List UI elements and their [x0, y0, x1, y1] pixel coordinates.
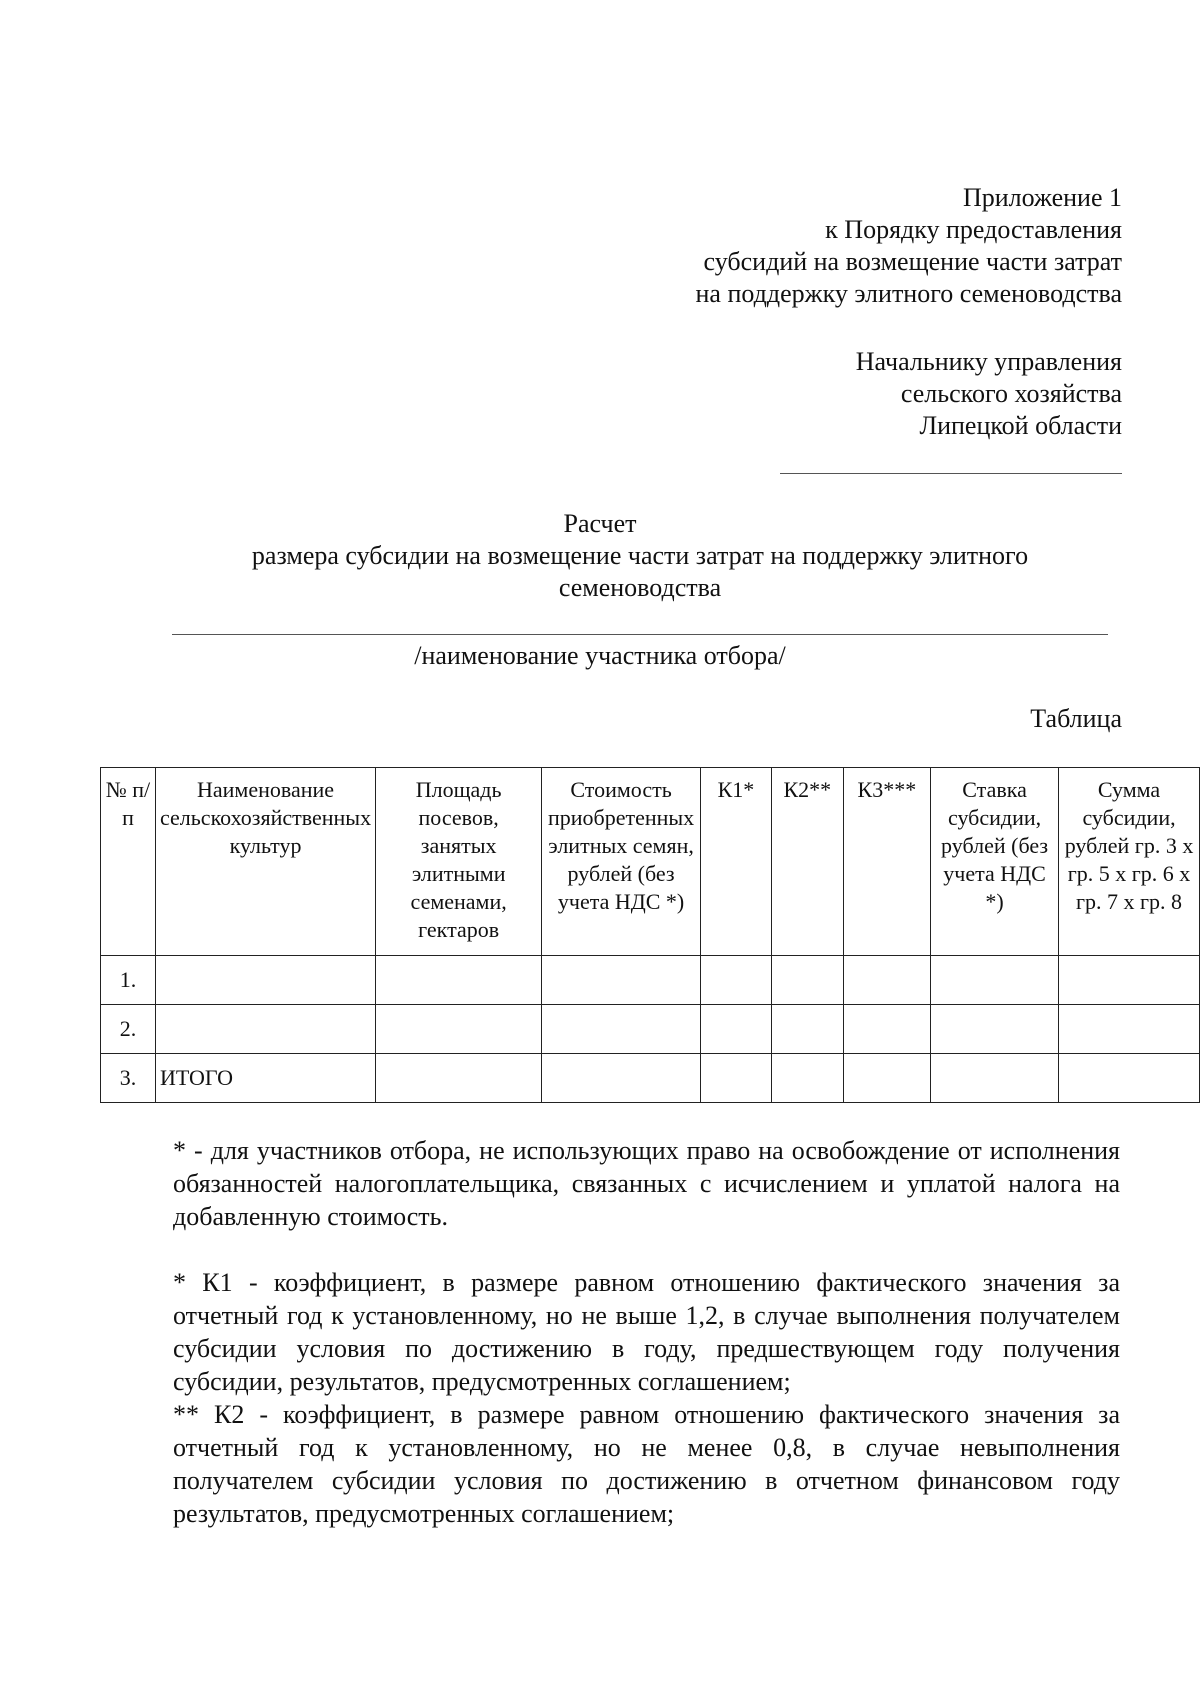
column-header-sum: Сумма субсидии, рублей гр. 3 x гр. 5 x гр. 6 x гр. 7 x гр. 8	[1059, 768, 1200, 956]
subsidy-calculation-table	[100, 767, 1200, 1103]
empty-cell	[700, 1054, 771, 1103]
empty-cell	[1059, 1054, 1200, 1103]
empty-cell	[1059, 1005, 1200, 1054]
empty-cell	[1059, 956, 1200, 1005]
empty-cell	[700, 1005, 771, 1054]
empty-cell	[771, 956, 843, 1005]
appendix-line: к Порядку предоставления	[825, 215, 1122, 244]
empty-cell	[843, 956, 930, 1005]
row-number: 2.	[101, 1005, 156, 1054]
empty-cell	[542, 956, 701, 1005]
column-header-crop-name: Наименование сельскохозяйственных культур	[156, 768, 376, 956]
table-header-row	[101, 768, 1200, 956]
empty-cell	[376, 1005, 542, 1054]
addressee-block	[856, 346, 1122, 442]
empty-cell	[931, 956, 1059, 1005]
empty-cell	[376, 1054, 542, 1103]
footnote-k2: ** К2 - коэффициент, в размере равном отношению фактического значения за отчетный год к установленному, но не менее 0,8, в случае невыполнения получателем субсидии условия по достижению в отчетном финансовом году результатов, предусмотренных соглашением;	[173, 1400, 1120, 1528]
document-subtitle: размера субсидии на возмещение части затрат на поддержку элитного семеноводства	[251, 541, 1029, 602]
appendix-line: субсидий на возмещение части затрат	[703, 247, 1122, 276]
addressee-line: Липецкой области	[919, 411, 1122, 440]
empty-cell	[771, 1005, 843, 1054]
column-header-rate: Ставка субсидии, рублей (без учета НДС *)	[931, 768, 1059, 956]
column-header-k3: К3***	[843, 768, 930, 956]
row-crop-name	[156, 1005, 376, 1054]
appendix-line: Приложение 1	[962, 183, 1122, 212]
empty-cell	[542, 1054, 701, 1103]
empty-cell	[931, 1005, 1059, 1054]
column-header-seed-cost: Стоимость приобретенных элитных семян, рублей (без учета НДС *)	[542, 768, 701, 956]
empty-cell	[931, 1054, 1059, 1103]
empty-cell	[376, 956, 542, 1005]
footnote-k1: * К1 - коэффициент, в размере равном отношению фактического значения за отчетный год к установленному, но не выше 1,2, в случае выполнения получателем субсидии условия по достижению в году, предшествующем году получения субсидии, результатов, предусмотренных соглашением;	[173, 1268, 1120, 1396]
column-header-number: № п/п	[101, 768, 156, 956]
table-row-total	[101, 1054, 1200, 1103]
column-header-k1: К1*	[700, 768, 771, 956]
row-crop-name	[156, 956, 376, 1005]
empty-cell	[843, 1054, 930, 1103]
participant-name-line	[172, 634, 1108, 635]
addressee-line: сельского хозяйства	[900, 379, 1122, 408]
table-label: Таблица	[1030, 704, 1122, 733]
document-title: Расчет	[563, 509, 637, 538]
empty-cell	[843, 1005, 930, 1054]
signature-blank-line	[780, 473, 1122, 474]
row-crop-name: ИТОГО	[156, 1054, 376, 1103]
empty-cell	[542, 1005, 701, 1054]
column-header-k2: К2**	[771, 768, 843, 956]
column-header-area: Площадь посевов, занятых элитными семенами, гектаров	[376, 768, 542, 956]
appendix-header	[696, 182, 1122, 310]
table-row	[101, 1005, 1200, 1054]
empty-cell	[700, 956, 771, 1005]
footnote-vat: * - для участников отбора, не использующих право на освобождение от исполнения обязанностей налогоплательщика, связанных с исчислением и уплатой налога на добавленную стоимость.	[173, 1136, 1120, 1231]
empty-cell	[771, 1054, 843, 1103]
row-number: 1.	[101, 956, 156, 1005]
appendix-line: на поддержку элитного семеноводства	[695, 279, 1122, 308]
participant-caption: /наименование участника отбора/	[414, 641, 786, 670]
table-row	[101, 956, 1200, 1005]
addressee-line: Начальнику управления	[855, 347, 1122, 376]
row-number: 3.	[101, 1054, 156, 1103]
